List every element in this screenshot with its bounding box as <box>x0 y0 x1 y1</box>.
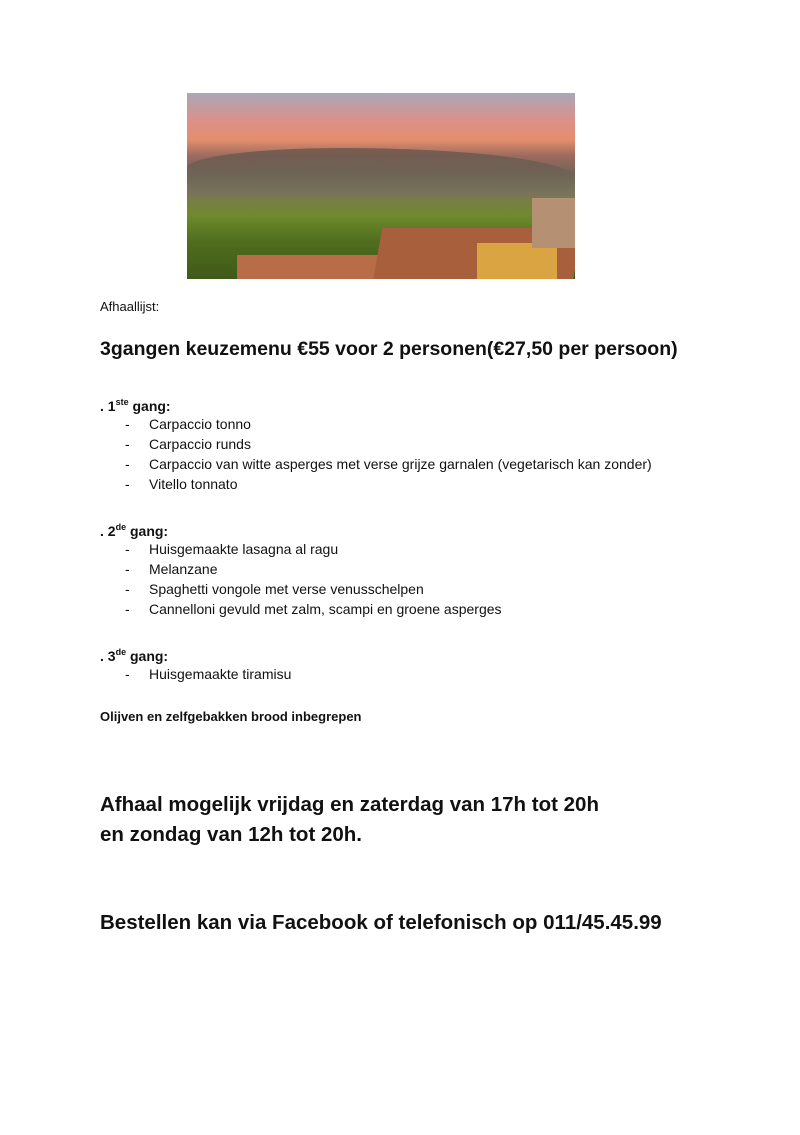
course-heading <box>100 647 168 664</box>
menu-title: 3gangen keuzemenu €55 voor 2 personen(€27,50 per persoon) <box>100 338 678 360</box>
course-bullet: . <box>100 648 104 664</box>
menu-item: Vitello tonnato <box>149 476 238 492</box>
menu-item: Cannelloni gevuld met zalm, scampi en groene asperges <box>149 601 502 617</box>
order-info: Bestellen kan via Facebook of telefonisch op 011/45.45.99 <box>100 911 662 934</box>
course-label: gang: <box>129 648 169 664</box>
item-dash: - <box>125 601 130 617</box>
course-ordinal: de <box>115 647 127 657</box>
course-number: 1 <box>107 398 116 414</box>
course-number: 3 <box>107 648 116 664</box>
course-heading <box>100 397 171 414</box>
item-dash: - <box>125 561 130 577</box>
course-ordinal: de <box>115 522 127 532</box>
item-dash: - <box>125 666 130 682</box>
item-dash: - <box>125 541 130 557</box>
included-note: Olijven en zelfgebakken brood inbegrepen <box>100 709 362 724</box>
list-label: Afhaallijst: <box>100 299 160 314</box>
photo-house-wall <box>477 243 557 279</box>
menu-item: Huisgemaakte tiramisu <box>149 666 292 682</box>
course-heading <box>100 522 168 539</box>
pickup-line-1: Afhaal mogelijk vrijdag en zaterdag van 17h tot 20h <box>100 793 599 816</box>
item-dash: - <box>125 456 130 472</box>
menu-item: Spaghetti vongole met verse venusschelpen <box>149 581 424 597</box>
menu-item: Melanzane <box>149 561 218 577</box>
item-dash: - <box>125 581 130 597</box>
item-dash: - <box>125 416 130 432</box>
course-bullet: . <box>100 523 104 539</box>
item-dash: - <box>125 476 130 492</box>
tuscany-landscape-photo <box>187 93 575 279</box>
course-bullet: . <box>100 398 104 414</box>
pickup-line-2: en zondag van 12h tot 20h. <box>100 823 362 846</box>
item-dash: - <box>125 436 130 452</box>
course-label: gang: <box>129 523 169 539</box>
menu-item: Carpaccio runds <box>149 436 251 452</box>
photo-hills <box>187 148 575 198</box>
course-ordinal: ste <box>115 397 129 407</box>
photo-house <box>532 198 575 248</box>
menu-item: Carpaccio van witte asperges met verse grijze garnalen (vegetarisch kan zonder) <box>149 456 652 472</box>
course-number: 2 <box>107 523 116 539</box>
course-label: gang: <box>132 398 171 414</box>
menu-item: Carpaccio tonno <box>149 416 251 432</box>
menu-item: Huisgemaakte lasagna al ragu <box>149 541 339 557</box>
